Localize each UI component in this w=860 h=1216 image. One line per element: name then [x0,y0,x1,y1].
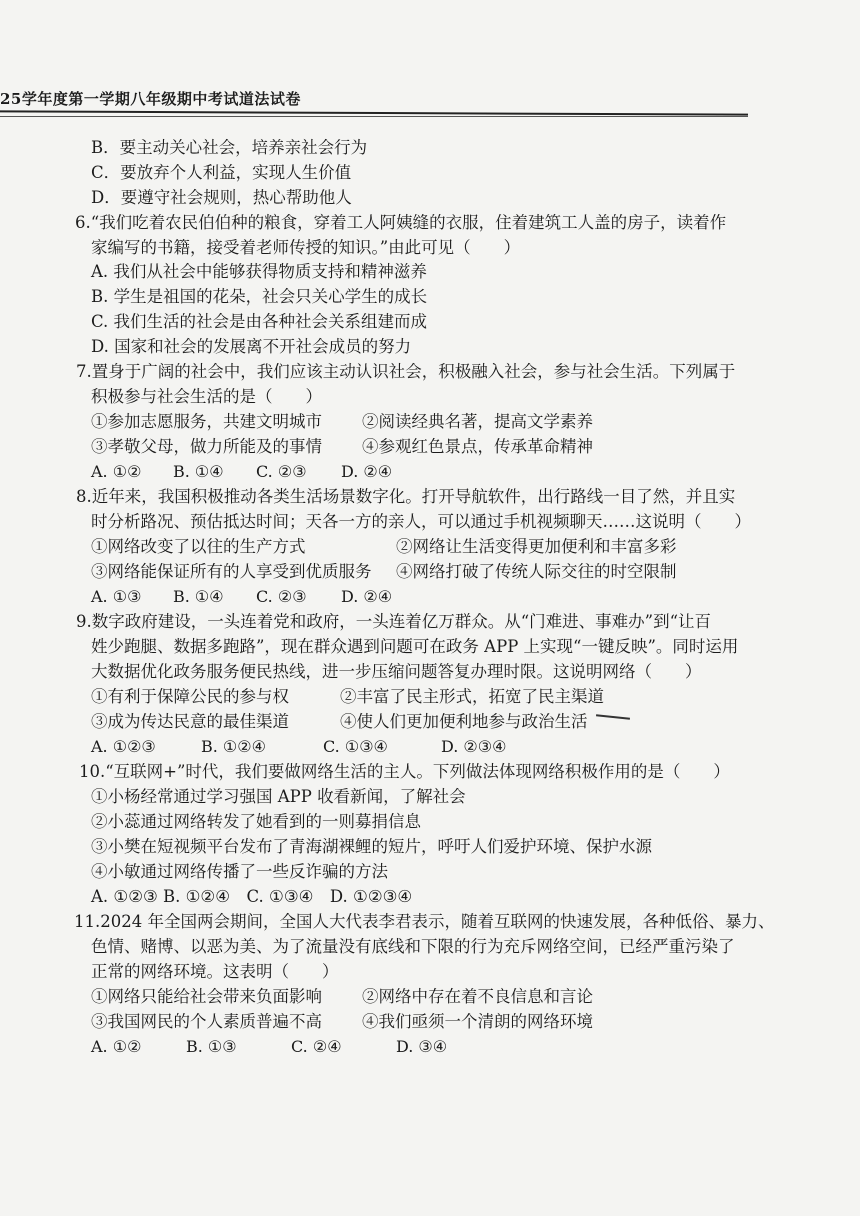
q11-stem-line1: 11.2024 年全国两会期间，全国人大代表李君表示，随着互联网的快速发展，各种低俗、暴力、 [74,912,775,931]
q6-option-a: A. 我们从社会中能够获得物质支持和精神滋养 [91,262,427,281]
q6-option-d: D. 国家和社会的发展离不开社会成员的努力 [91,337,412,356]
q10-options: A. ①②③ B. ①②④ C. ①③④ D. ①②③④ [91,887,413,906]
q5-option-d: D．要遵守社会规则，热心帮助他人 [91,188,352,207]
q7-stem-line2: 积极参与社会生活的是（ ） [91,387,322,406]
q7-option-d: D. ②④ [341,462,393,481]
q7-item-4: ④参观红色景点，传承革命精神 [362,437,593,456]
q7-stem-line1: 7.置身于广阔的社会中，我们应该主动认识社会，积极融入社会，参与社会生活。下列属于 [76,362,736,381]
q6-stem-line1: 6.“我们吃着农民伯伯种的粮食，穿着工人阿姨缝的衣服，住着建筑工人盖的房子，读着作 [75,213,727,232]
q9-item-3: ③成为传达民意的最佳渠道 [91,712,289,731]
q8-item-3: ③网络能保证所有的人享受到优质服务 [91,562,372,581]
q9-option-d: D. ②③④ [441,737,507,756]
q5-option-c: C．要放弃个人利益，实现人生价值 [91,163,352,182]
q8-item-4: ④网络打破了传统人际交往的时空限制 [396,562,677,581]
q7-item-2: ②阅读经典名著，提高文学素养 [362,412,593,431]
q11-stem-line2: 色情、赌博、以恶为美、为了流量没有底线和下限的行为充斥网络空间，已经严重污染了 [91,937,735,956]
q9-stem-line1: 9.数字政府建设，一头连着党和政府，一头连着亿万群众。从“门难进、事难办”到“让百 [76,612,712,631]
q10-item-2: ②小蕊通过网络转发了她看到的一则募捐信息 [91,812,421,831]
q7-option-c: C. ②③ [256,462,307,481]
q9-option-c: C. ①③④ [323,737,388,756]
q11-item-3: ③我国网民的个人素质普遍不高 [91,1012,322,1031]
q8-stem-line1: 8.近年来，我国积极推动各类生活场景数字化。打开导航软件，出行路线一目了然，并且实 [76,487,736,506]
q10-stem: 10.“互联网+”时代，我们要做网络生活的主人。下列做法体现网络积极作用的是（ ） [79,762,730,781]
q7-item-3: ③孝敬父母，做力所能及的事情 [91,437,322,456]
q9-item-4: ④使人们更加便利地参与政治生活 [340,712,588,731]
q11-option-d: D. ③④ [396,1037,448,1056]
q6-option-c: C. 我们生活的社会是由各种社会关系组建而成 [91,312,428,331]
header-rule [0,110,748,115]
q11-option-a: A. ①② [91,1037,142,1056]
q6-option-b: B. 学生是祖国的花朵，社会只关心学生的成长 [91,287,428,306]
q8-item-1: ①网络改变了以往的生产方式 [91,537,306,556]
q9-option-b: B. ①②④ [201,737,266,756]
q8-option-c: C. ②③ [256,587,307,606]
q9-stem-line2: 姓少跑腿、数据多跑路”，现在群众遇到问题可在政务 APP 上实现“一键反映”。同时运用 [91,637,739,656]
q8-option-a: A. ①③ [91,587,142,606]
q7-item-1: ①参加志愿服务，共建文明城市 [91,412,322,431]
q9-option-a: A. ①②③ [91,737,156,756]
q8-stem-line2: 时分析路况、预估抵达时间；天各一方的亲人，可以通过手机视频聊天……这说明（ ） [91,512,751,531]
q7-option-b: B. ①④ [173,462,224,481]
q7-option-a: A. ①② [91,462,142,481]
q11-stem-line3: 正常的网络环境。这表明（ ） [91,962,339,981]
q5-option-b: B．要主动关心社会，培养亲社会行为 [91,138,368,157]
q9-item-2: ②丰富了民主形式，拓宽了民主渠道 [340,687,604,706]
q10-item-3: ③小樊在短视频平台发布了青海湖裸鲤的短片，呼吁人们爱护环境、保护水源 [91,837,652,856]
q11-item-1: ①网络只能给社会带来负面影响 [91,987,322,1006]
q6-stem-line2: 家编写的书籍，接受着老师传授的知识。”由此可见（ ） [91,238,521,257]
q9-stem-line3: 大数据优化政务服务便民热线，进一步压缩问题答复办理时限。这说明网络（ ） [91,662,702,681]
pen-mark [596,714,630,720]
q11-option-b: B. ①③ [186,1037,237,1056]
exam-header-title: 25学年度第一学期八年级期中考试道法试卷 [0,90,301,108]
q8-option-b: B. ①④ [173,587,224,606]
q9-item-1: ①有利于保障公民的参与权 [91,687,289,706]
q10-item-1: ①小杨经常通过学习强国 APP 收看新闻，了解社会 [91,787,466,806]
q11-option-c: C. ②④ [291,1037,342,1056]
q11-item-4: ④我们亟须一个清朗的网络环境 [362,1012,593,1031]
q8-option-d: D. ②④ [341,587,393,606]
q8-item-2: ②网络让生活变得更加便利和丰富多彩 [396,537,677,556]
q10-item-4: ④小敏通过网络传播了一些反诈骗的方法 [91,862,388,881]
q11-item-2: ②网络中存在着不良信息和言论 [362,987,593,1006]
header-rule-thin [0,116,748,117]
